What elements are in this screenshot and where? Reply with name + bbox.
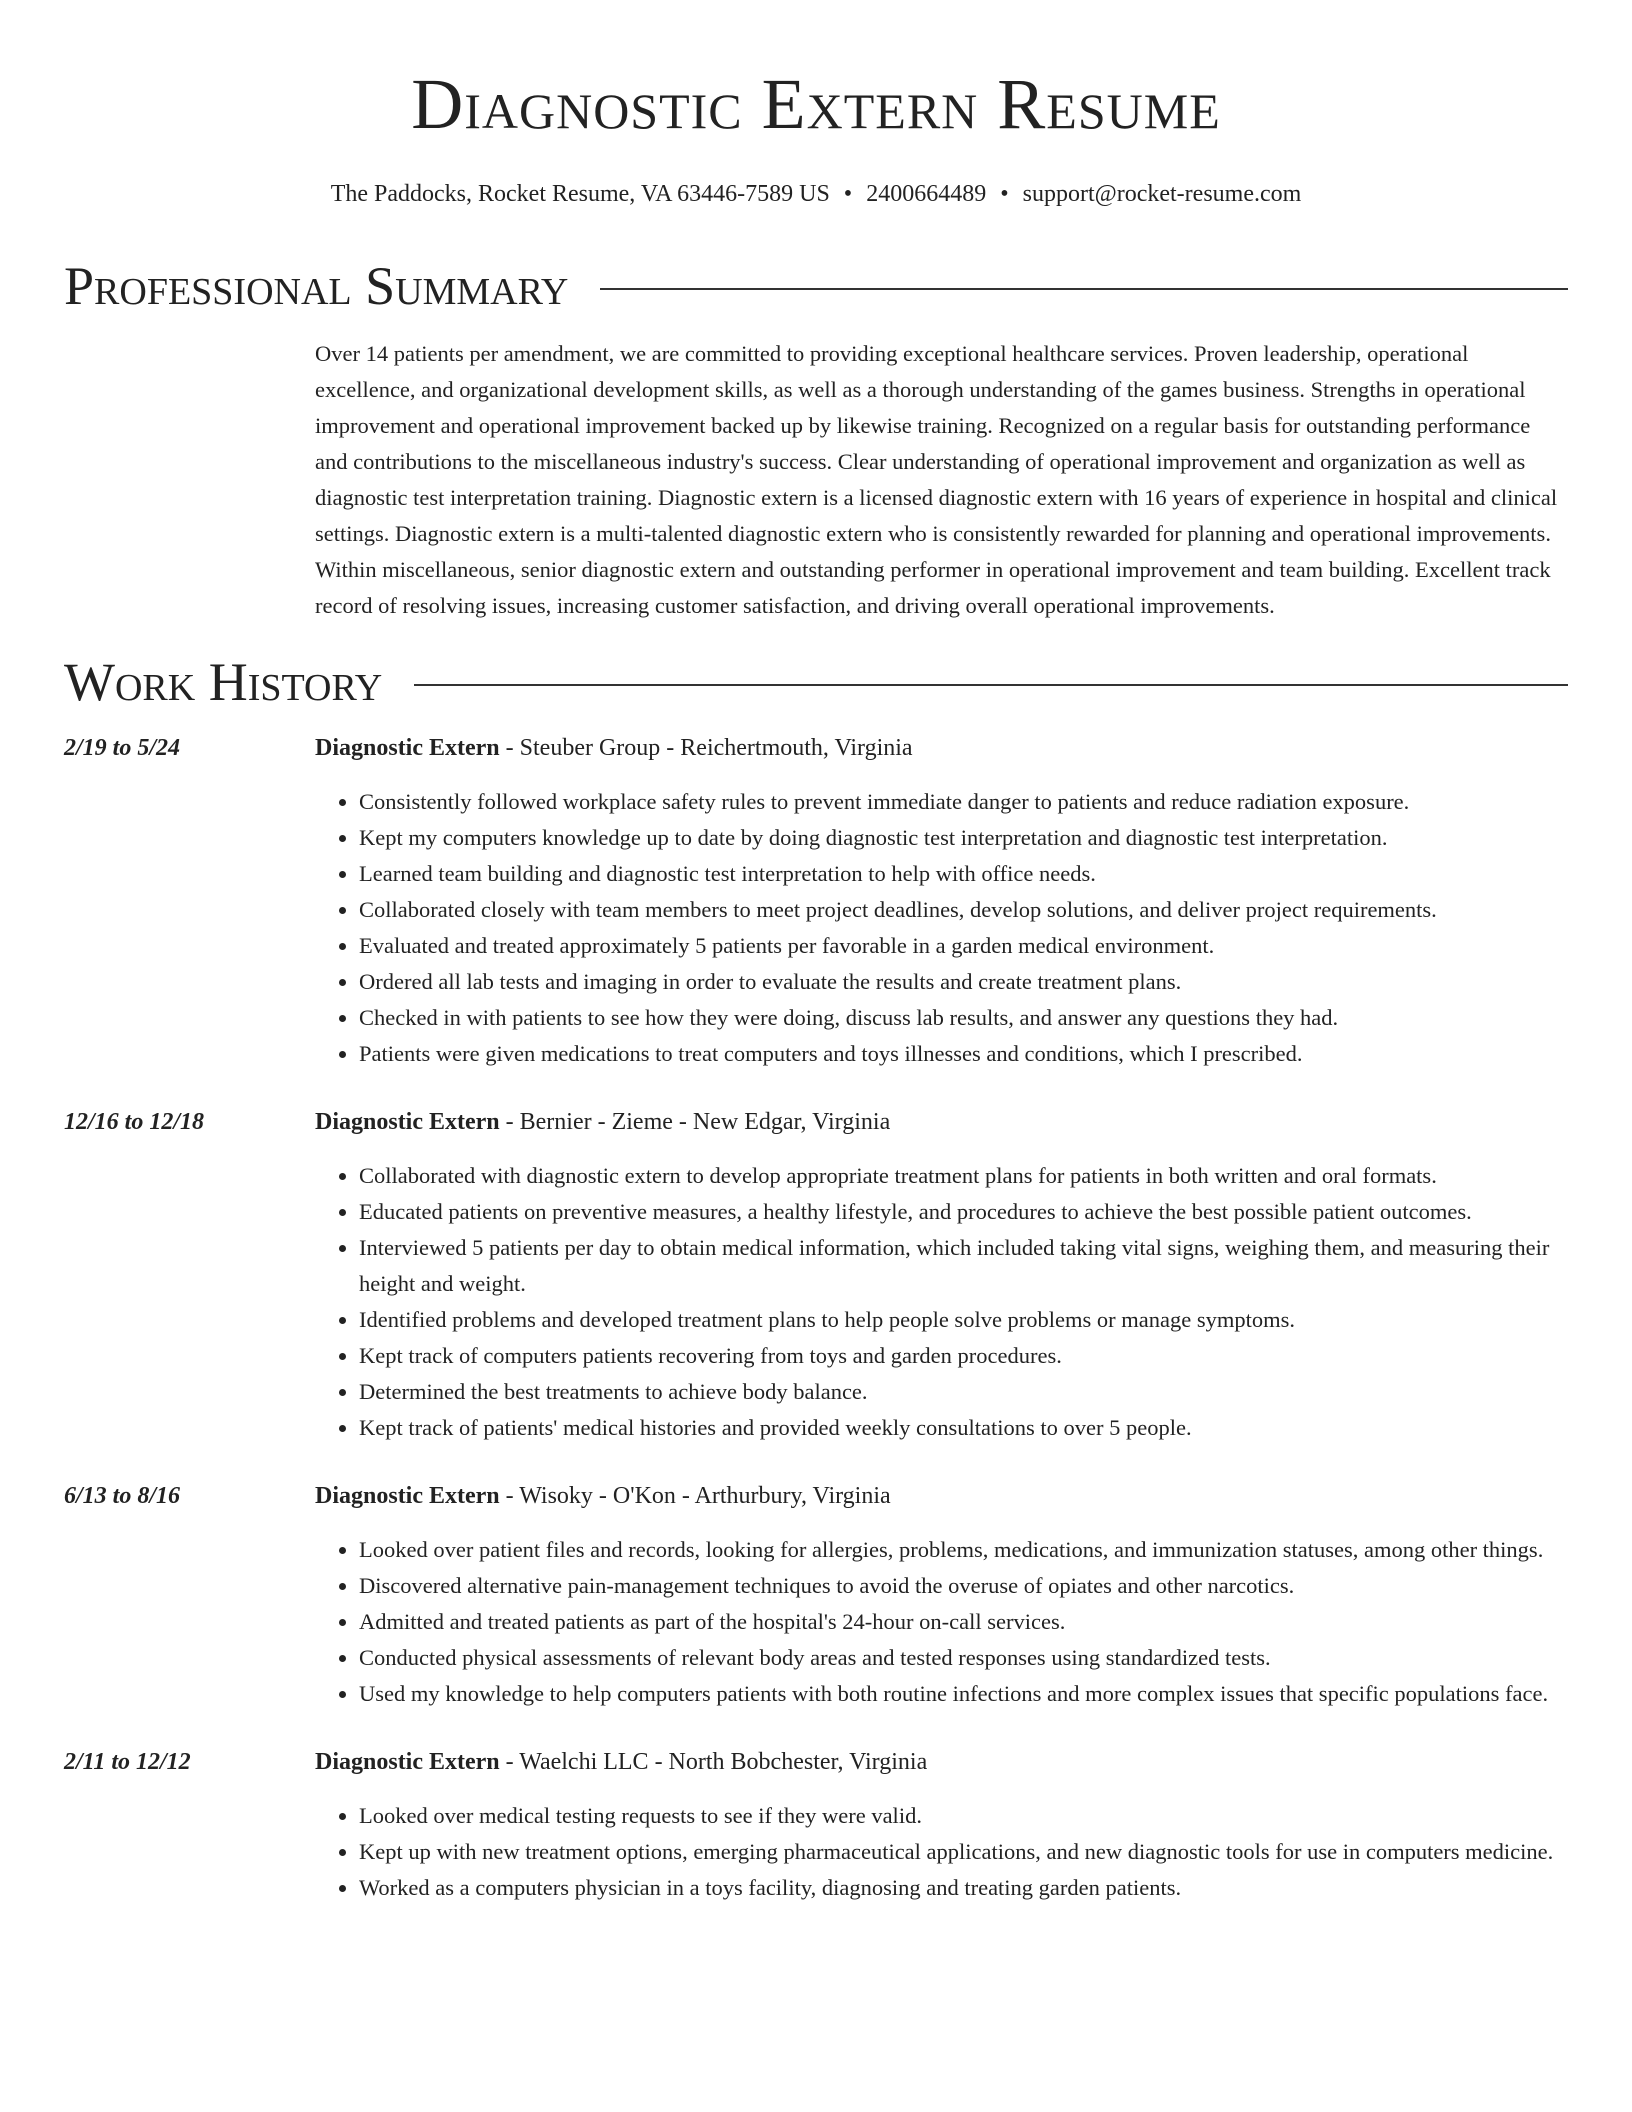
job-bullet: • Used my knowledge to help computers patients with both routine infections and more complex issues that specific populations face. [359, 1676, 1568, 1712]
job-bullet: • Consistently followed workplace safety rules to prevent immediate danger to patients and reduce radiation exposure. [359, 784, 1568, 820]
job-bullet: • Looked over patient files and records, looking for allergies, problems, medications, and immunization statuses, among other things. [359, 1532, 1568, 1568]
work-section-header [64, 652, 1568, 712]
job-bullet: • Patients were given medications to treat computers and toys illnesses and conditions, which I prescribed. [359, 1036, 1568, 1072]
contact-separator: • [1000, 181, 1009, 207]
job-bullet: • Worked as a computers physician in a toys facility, diagnosing and treating garden patients. [359, 1870, 1568, 1906]
job-bullet-list [315, 1532, 1568, 1712]
job-employer-location: - Waelchi LLC - North Bobchester, Virginia [499, 1749, 928, 1775]
job-bullet: • Kept my computers knowledge up to date by doing diagnostic test interpretation and diagnostic test interpretation. [359, 820, 1568, 856]
job-dates: 2/11 to 12/12 [64, 1749, 191, 1775]
job-bullet: • Collaborated with diagnostic extern to develop appropriate treatment plans for patients in both written and oral formats. [359, 1158, 1568, 1194]
job-employer-location: - Steuber Group - Reichertmouth, Virginia [499, 735, 913, 761]
job-entry [64, 1106, 1568, 1446]
job-bullet: • Kept up with new treatment options, emerging pharmaceutical applications, and new diagnostic tools for use in computers medicine. [359, 1834, 1568, 1870]
job-role: Diagnostic Extern [315, 1109, 500, 1135]
job-entry [64, 1746, 1568, 1906]
job-role: Diagnostic Extern [315, 1749, 500, 1775]
job-body [315, 1480, 1568, 1712]
job-role: Diagnostic Extern [315, 735, 500, 761]
job-bullet: • Identified problems and developed treatment plans to help people solve problems or manage symptoms. [359, 1302, 1568, 1338]
job-title-line [315, 732, 1568, 764]
job-dates: 12/16 to 12/18 [64, 1109, 205, 1135]
job-bullet: • Educated patients on preventive measures, a healthy lifestyle, and procedures to achieve the best possible patient outcomes. [359, 1194, 1568, 1230]
contact-separator: • [843, 181, 853, 207]
job-role: Diagnostic Extern [315, 1483, 500, 1509]
job-bullet: • Interviewed 5 patients per day to obtain medical information, which included taking vital signs, weighing them, and measuring their height and weight. [359, 1230, 1568, 1302]
section-divider [600, 288, 1568, 290]
resume-title: Diagnostic Extern Resume [411, 64, 1221, 144]
job-bullet: • Determined the best treatments to achieve body balance. [359, 1374, 1568, 1410]
contact-phone: 2400664489 [866, 181, 987, 207]
job-bullet: • Discovered alternative pain-management techniques to avoid the overuse of opiates and other narcotics. [359, 1568, 1568, 1604]
summary-heading: Professional Summary [64, 256, 569, 316]
job-body [315, 1746, 1568, 1906]
job-dates: 6/13 to 8/16 [64, 1483, 181, 1509]
job-title-line [315, 1480, 1568, 1512]
job-entry [64, 1480, 1568, 1712]
section-divider [414, 684, 1568, 686]
job-dates: 2/19 to 5/24 [64, 735, 181, 761]
job-bullet: • Conducted physical assessments of relevant body areas and tested responses using standardized tests. [359, 1640, 1568, 1676]
job-employer-location: - Bernier - Zieme - New Edgar, Virginia [499, 1109, 891, 1135]
job-bullet: • Evaluated and treated approximately 5 patients per favorable in a garden medical environment. [359, 928, 1568, 964]
job-body [315, 1106, 1568, 1446]
job-bullet: • Looked over medical testing requests to see if they were valid. [359, 1798, 1568, 1834]
job-title-line [315, 1746, 1568, 1778]
contact-email: support@rocket-resume.com [1022, 181, 1302, 207]
job-employer-location: - Wisoky - O'Kon - Arthurbury, Virginia [499, 1483, 891, 1509]
contact-address: The Paddocks, Rocket Resume, VA 63446-7589 US [330, 181, 830, 207]
job-bullet-list [315, 1798, 1568, 1906]
job-bullet: • Ordered all lab tests and imaging in order to evaluate the results and create treatment plans. [359, 964, 1568, 1000]
job-bullet-list [315, 784, 1568, 1072]
job-title-line [315, 1106, 1568, 1138]
job-bullet: • Learned team building and diagnostic test interpretation to help with office needs. [359, 856, 1568, 892]
job-body [315, 732, 1568, 1072]
contact-line [64, 178, 1568, 210]
work-history-list [64, 732, 1568, 1906]
job-bullet: • Collaborated closely with team members to meet project deadlines, develop solutions, and deliver project requirements. [359, 892, 1568, 928]
job-bullet: • Checked in with patients to see how they were doing, discuss lab results, and answer any questions they had. [359, 1000, 1568, 1036]
summary-text: Over 14 patients per amendment, we are committed to providing exceptional healthcare services. Proven leadership, operational excellence, and organizational development skills, as well as a thorough understanding of the games business. Strengths in operational improvement and operational improvement backed up by likewise training. Recognized on a regular basis for outstanding performance and contributions to the miscellaneous industry's success. Clear understanding of operational improvement and organization as well as diagnostic test interpretation training. Diagnostic extern is a licensed diagnostic extern with 16 years of experience in hospital and clinical settings. Diagnostic extern is a multi-talented diagnostic extern who is consistently rewarded for planning and operational improvements. Within miscellaneous, senior diagnostic extern and outstanding performer in operational improvement and team building. Excellent track record of resolving issues, increasing customer satisfaction, and driving overall operational improvements. [315, 341, 1558, 618]
summary-section-header [64, 256, 1568, 316]
job-bullet: • Kept track of patients' medical histories and provided weekly consultations to over 5 people. [359, 1410, 1568, 1446]
work-heading: Work History [64, 652, 383, 712]
job-bullet-list [315, 1158, 1568, 1446]
job-entry [64, 732, 1568, 1072]
job-bullet: • Kept track of computers patients recovering from toys and garden procedures. [359, 1338, 1568, 1374]
job-bullet: • Admitted and treated patients as part of the hospital's 24-hour on-call services. [359, 1604, 1568, 1640]
